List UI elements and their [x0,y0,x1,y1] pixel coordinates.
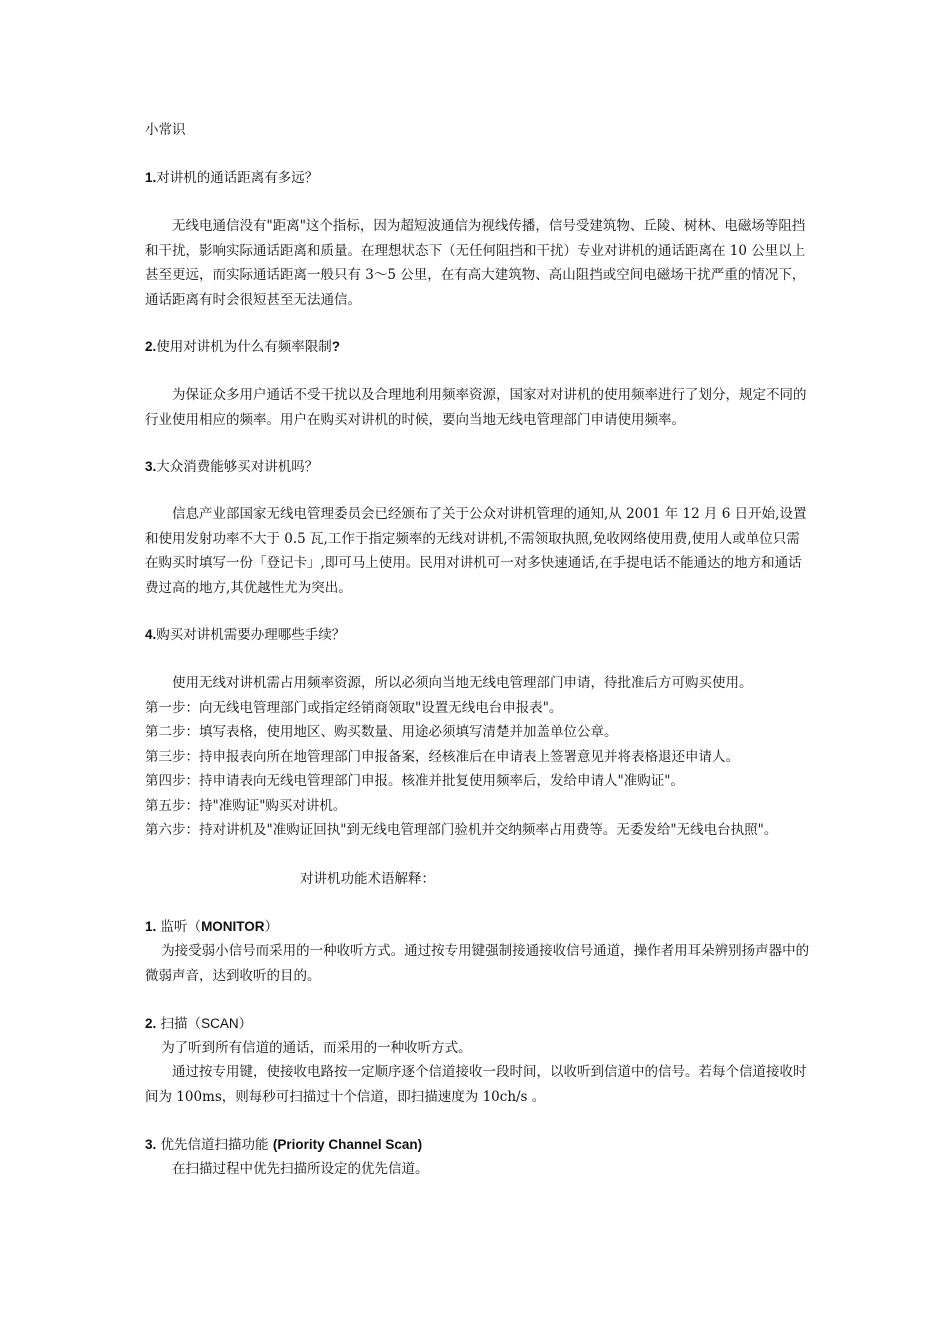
term1-english: MONITOR [201,919,265,934]
term2-body-1: 为了听到所有信道的通话，而采用的一种收听方式。 [161,1040,472,1056]
q4-step: 第一步：向无线电管理部门或指定经销商领取"设置无线电台申报表"。 [145,699,563,716]
q1-number: 1. [145,170,157,185]
term3-number: 3. [145,1137,157,1152]
term2-name: 扫描（ [156,1016,202,1032]
q1-heading [145,166,810,191]
q4-body [145,671,810,843]
q1-body: 无线电通信没有"距离"这个指标，因为超短波通信为视线传播，信号受建筑物、丘陵、树林、电磁场等阻挡和干扰，影响实际通话距离和质量。在理想状态下（无任何阻挡和干扰）专业对讲机的通话距离在 10 公里以上甚至更远，而实际通话距离一般只有 3～5 公里，在有高大建筑物、高山阻挡或空间电磁场干扰严重的情况下，通话距离有时会很短甚至无法通信。 [145,218,806,308]
term1-number: 1. [145,919,157,934]
q4-step: 第五步：持"准购证"购买对讲机。 [145,797,347,814]
q2-question-mark: ? [331,339,341,354]
term2-body-2: 通过按专用键，使接收电路按一定顺序逐个信道接收一段时间，以收听到信道中的信号。若每个信道接收时间为 100ms，则每秒可扫描过十个信道，即扫描速度为 10ch/s 。 [145,1064,807,1105]
q4-step: 第二步：填写表格，使用地区、购买数量、用途必须填写清楚并加盖单位公章。 [145,724,618,740]
term2-english: SCAN [201,1016,239,1031]
term2-number: 2. [145,1016,157,1031]
term3-body: 在扫描过程中优先扫描所设定的优先信道。 [172,1161,429,1177]
term2-close: ） [238,1016,253,1032]
q1-title: 对讲机的通话距离有多远？ [156,170,319,186]
q2-title: 使用对讲机为什么有频率限制 [156,339,332,355]
term3-english: (Priority Channel Scan) [272,1137,423,1152]
q4-step: 第六步：持对讲机及"准购证回执"到无线电管理部门验机并交纳频率占用费等。无委发给"无线电台执照"。 [145,822,778,838]
q2-body: 为保证众多用户通话不受干扰以及合理地利用频率资源，国家对对讲机的使用频率进行了划分，规定不同的行业使用相应的频率。用户在购买对讲机的时候，要向当地无线电管理部门申请使用频率。 [145,387,807,428]
term3-heading [145,1133,810,1158]
term3-name: 优先信道扫描功能 [156,1137,273,1153]
term1-body: 为接受弱小信号而采用的一种收听方式。通过按专用键强制接通接收信号通道，操作者用耳朵辨别扬声器中的微弱声音，达到收听的目的。 [145,943,810,984]
q4-title: 购买对讲机需要办理哪些手续？ [156,627,346,643]
q2-heading [145,335,810,360]
term1-close: ） [264,919,279,935]
q4-heading [145,623,810,648]
q2-number: 2. [145,339,157,354]
q3-heading [145,455,810,480]
q3-body: 信息产业部国家无线电管理委员会已经颁布了关于公众对讲机管理的通知,从 2001 年 12 月 6 日开始,设置和使用发射功率不大于 0.5 瓦,工作于指定频率的无线对讲机,不需领取执照,免收网络使用费,使用人或单位只需在购买时填写一份「登记卡」,即可马上使用。民用对讲机可一对多快速通话,在手提电话不能通达的地方和通话费过高的地方,其优越性尤为突出。 [145,506,807,596]
q3-number: 3. [145,459,157,474]
doc-title: 小常识 [145,122,186,138]
q3-title: 大众消费能够买对讲机吗？ [156,459,319,475]
term2-heading [145,1012,810,1037]
term1-heading [145,915,810,940]
q4-step: 第三步：持申报表向所在地管理部门申报备案，经核准后在申请表上签署意见并将表格退还申请人。 [145,748,739,765]
term1-name: 监听（ [156,919,202,935]
q4-number: 4. [145,627,157,642]
q4-intro: 使用无线对讲机需占用频率资源，所以必须向当地无线电管理部门申请，待批准后方可购买使用。 [172,675,753,691]
terms-title: 对讲机功能术语解释： [300,871,435,887]
q4-step: 第四步：持申请表向无线电管理部门申报。核准并批复使用频率后，发给申请人"准购证"。 [145,773,684,789]
